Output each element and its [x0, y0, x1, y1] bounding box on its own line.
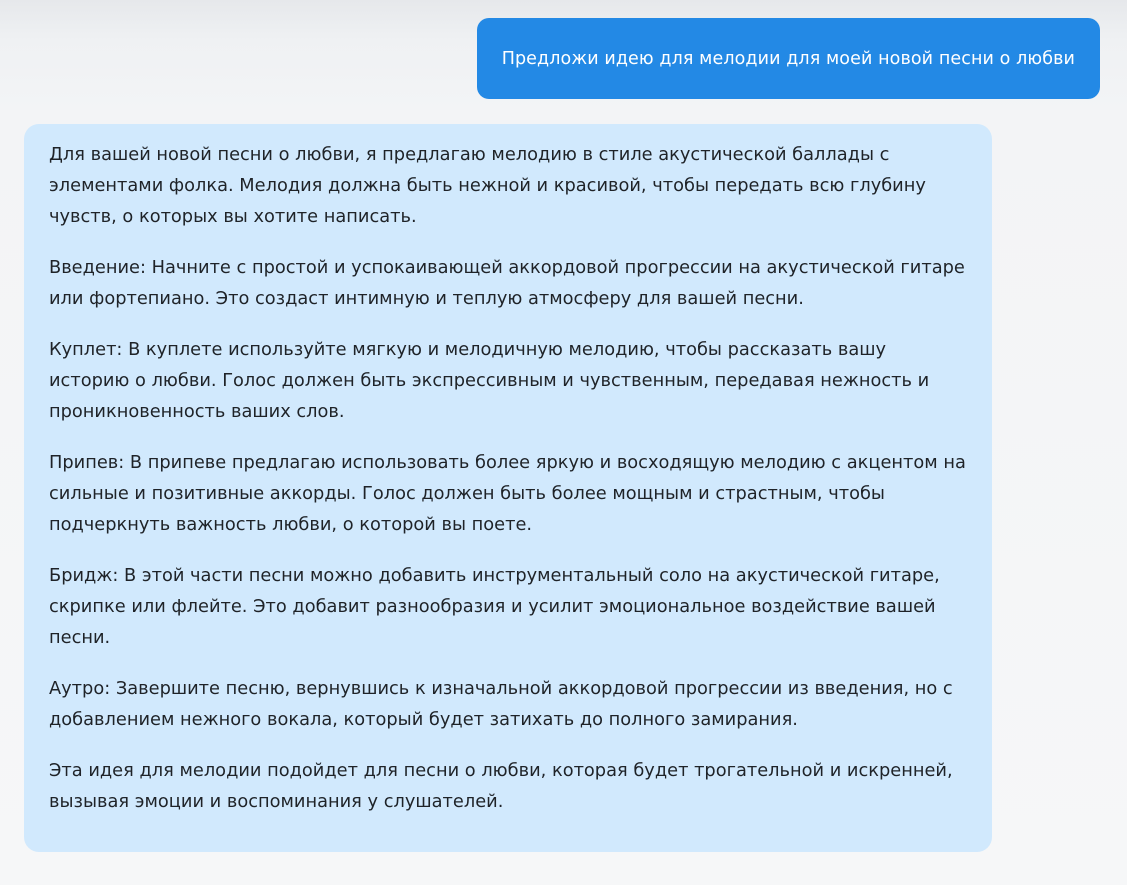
- user-message-text: Предложи идею для мелодии для моей новой песни о любви: [501, 48, 1075, 69]
- assistant-paragraph-bridge: Бридж: В этой части песни можно добавить инструментальный соло на акустической гитаре, скрипке или флейте. Это добавит разнообразия и усилит эмоциональное воздействие вашей песни.: [49, 565, 940, 648]
- assistant-paragraph-verse: Куплет: В куплете используйте мягкую и мелодичную мелодию, чтобы рассказать вашу историю о любви. Голос должен быть экспрессивным и чувственным, передавая нежность и проникновенность ваших слов.: [49, 339, 930, 422]
- assistant-paragraph-outro: Аутро: Завершите песню, вернувшись к изначальной аккордовой прогрессии из введения, но с добавлением нежного вокала, который будет затихать до полного замирания.: [49, 678, 953, 730]
- assistant-message-bubble: [24, 124, 992, 852]
- assistant-paragraph-intro-section: Введение: Начните с простой и успокаивающей аккордовой прогрессии на акустической гитаре или фортепиано. Это создаст интимную и теплую атмосферу для вашей песни.: [49, 257, 965, 309]
- user-message-bubble: [477, 18, 1100, 99]
- assistant-paragraph-intro: Для вашей новой песни о любви, я предлагаю мелодию в стиле акустической баллады с элементами фолка. Мелодия должна быть нежной и красивой, чтобы передать всю глубину чувств, о которых вы хотите написать.: [49, 144, 926, 227]
- assistant-paragraph-conclusion: Эта идея для мелодии подойдет для песни о любви, которая будет трогательной и искренней, вызывая эмоции и воспоминания у слушателей.: [49, 760, 953, 812]
- assistant-paragraph-chorus: Припев: В припеве предлагаю использовать более яркую и восходящую мелодию с акцентом на сильные и позитивные аккорды. Голос должен быть более мощным и страстным, чтобы подчеркнуть важность любви, о которой вы поете.: [49, 452, 966, 535]
